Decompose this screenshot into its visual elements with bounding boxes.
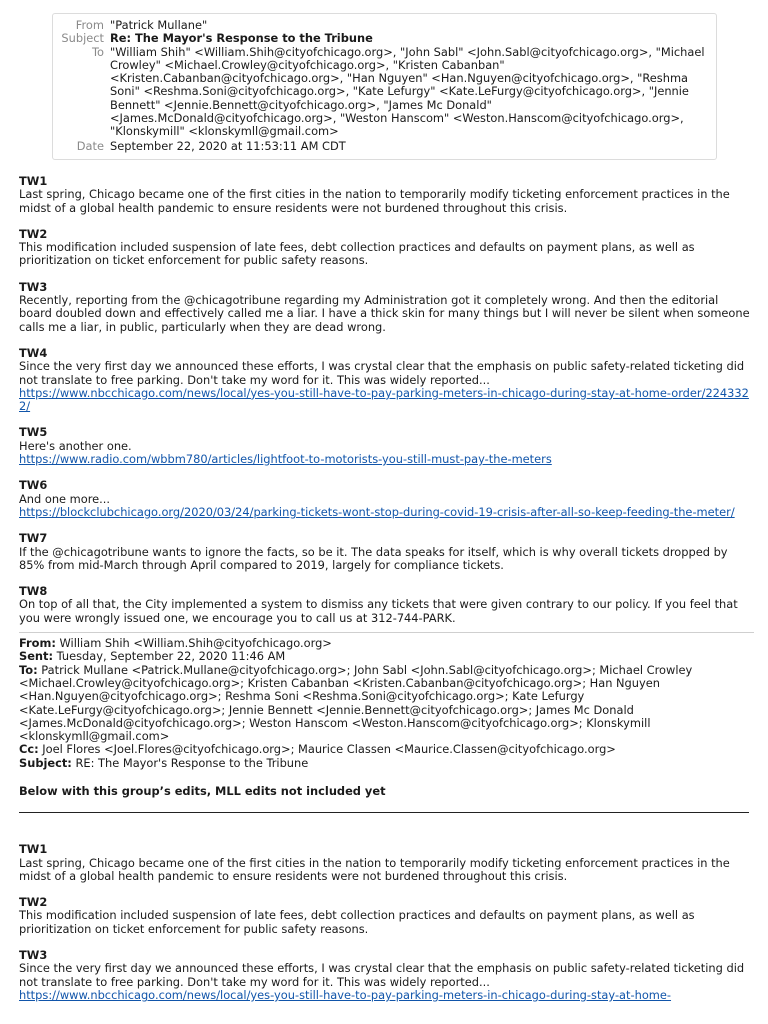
tweet-label: TW7 [19, 531, 48, 546]
tweet-label: TW3 [19, 948, 48, 963]
tweet-block [19, 175, 754, 215]
tweet-label: TW2 [19, 895, 48, 910]
tweet-text: Last spring, Chicago became one of the first cities in the nation to temporarily modify ticketing enforcement practices in the midst of a global health pandemic to ensure residents were not burdened throughout this crisis. [19, 187, 730, 215]
header-date-value: September 22, 2020 at 11:53:11 AM CDT [110, 138, 346, 153]
fwd-cc-label: Cc: [19, 742, 39, 757]
tweet-label: TW8 [19, 584, 48, 599]
fwd-subject [19, 757, 754, 770]
tweet-text: On top of all that, the City implemented a system to dismiss any tickets that were given contrary to our policy. If you feel that you were wrongly issued one, we encourage you to call us at 312-744-PARK. [19, 597, 738, 625]
tweet-label: TW1 [19, 842, 48, 857]
tweet-block [19, 585, 754, 625]
fwd-to-value: Patrick Mullane <Patrick.Mullane@cityofchicago.org>; John Sabl <John.Sabl@cityofchicago.org>; Michael Crowley <Michael.Crowley@cityofchicago.org>; Kristen Cabanban <Kristen.Cabanban@cityofchicago.org>; Han Nguyen <Han.Nguyen@cityofchicago.org>; Reshma Soni <Reshma.Soni@cityofchicago.org>; Kate Lefurgy <Kate.LeFurgy@cityofchicago.org>; Jennie Bennett <Jennie.Bennett@cityofchicago.org>; James Mc Donald <James.McDonald@cityofchicago.org>; Weston Hanscom <Weston.Hanscom@cityofchicago.org>; Klonskymill <klonskymll@gmail.com> [19, 662, 693, 744]
header-to-label: To [92, 44, 104, 59]
nbc-article-link[interactable]: https://www.nbcchicago.com/news/local/yes-you-still-have-to-pay-parking-meters-in-chicago-during-stay-at-home-order/2243322/ [19, 385, 749, 414]
fwd-from-value: William Shih <William.Shih@cityofchicago.org> [59, 636, 332, 651]
tweet-label: TW6 [19, 478, 48, 493]
fwd-sent-value: Tuesday, September 22, 2020 11:46 AM [56, 649, 286, 664]
email-header [52, 13, 717, 160]
tweet-text: If the @chicagotribune wants to ignore the facts, so be it. The data speaks for itself, which is why overall tickets dropped by 85% from mid-March through April compared to 2019, largely for compliance tickets. [19, 544, 728, 572]
fwd-to-label: To: [19, 662, 38, 677]
fwd-to [19, 664, 754, 744]
tweet-block [19, 281, 754, 334]
radio-article-link[interactable]: https://www.radio.com/wbbm780/articles/lightfoot-to-motorists-you-still-must-pay-the-meters [19, 452, 552, 467]
tweet-text: Recently, reporting from the @chicagotribune regarding my Administration got it completely wrong. And then the editorial board doubled down and effectively called me a liar. I have a thick skin for many things but I will never be silent when someone calls me a liar, in public, particularly when they are dead wrong. [19, 293, 750, 334]
nbc-article-link[interactable]: https://www.nbcchicago.com/news/local/yes-you-still-have-to-pay-parking-meters-in-chicago-during-stay-at-home- [19, 987, 672, 1002]
tweet-label: TW4 [19, 345, 48, 360]
tweet-block [19, 843, 754, 883]
tweet-text: Since the very first day we announced these efforts, I was crystal clear that the emphasis on public safety-related ticketing did not translate to free parking. Don't take my word for it. This was widely reported... [19, 359, 745, 387]
header-date-row [53, 140, 716, 153]
header-from-label: From [75, 18, 104, 32]
fwd-cc-value: Joel Flores <Joel.Flores@cityofchicago.org>; Maurice Classen <Maurice.Classen@cityofchicago.org> [42, 742, 616, 757]
tweet-text: This modification included suspension of late fees, debt collection practices and defaults on payment plans, as well as prioritization on ticket enforcement for public safety reasons. [19, 908, 695, 936]
header-from-row [53, 19, 716, 32]
tweet-block [19, 896, 754, 936]
tweet-block [19, 228, 754, 268]
fwd-subject-label: Subject: [19, 755, 72, 770]
tweet-block [19, 949, 754, 1002]
header-date-label: Date [76, 138, 104, 153]
fwd-subject-value: RE: The Mayor's Response to the Tribune [75, 755, 309, 770]
tweet-text: This modification included suspension of late fees, debt collection practices and defaults on payment plans, as well as prioritization on ticket enforcement for public safety reasons. [19, 240, 695, 268]
tweet-block [19, 479, 754, 519]
forwarded-header [19, 632, 754, 798]
blockclub-article-link[interactable]: https://blockclubchicago.org/2020/03/24/parking-tickets-wont-stop-during-covid-19-crisis-after-all-so-keep-feeding-the-meter/ [19, 504, 735, 519]
header-subject-row [53, 32, 716, 45]
tweet-block [19, 532, 754, 572]
tweet-text: Here's another one. [19, 438, 132, 453]
email-body [19, 175, 754, 1015]
tweet-block [19, 347, 754, 413]
tweet-text: Since the very first day we announced these efforts, I was crystal clear that the emphasis on public safety-related ticketing did not translate to free parking. Don't take my word for it. This was widely reported... [19, 961, 745, 989]
tweet-text: And one more... [19, 491, 111, 506]
tweet-label: TW2 [19, 226, 48, 241]
tweet-label: TW5 [19, 425, 48, 440]
fwd-sent-label: Sent: [19, 649, 54, 664]
header-subject-value: Re: The Mayor's Response to the Tribune [110, 31, 373, 46]
fwd-from-label: From: [19, 636, 56, 651]
edits-note: Below with this group’s edits, MLL edits not included yet [19, 783, 386, 798]
header-from-value[interactable]: "Patrick Mullane" [110, 18, 208, 32]
fwd-cc [19, 743, 754, 756]
tweet-label: TW3 [19, 279, 48, 294]
fwd-from [19, 637, 754, 650]
tweet-text: Last spring, Chicago became one of the first cities in the nation to temporarily modify ticketing enforcement practices in the midst of a global health pandemic to ensure residents were not burdened throughout this crisis. [19, 855, 730, 883]
header-to-row [53, 46, 716, 139]
header-subject-label: Subject [61, 31, 104, 46]
tweet-block [19, 426, 754, 466]
section-divider [19, 812, 749, 813]
fwd-sent [19, 650, 754, 663]
tweet-label: TW1 [19, 174, 48, 188]
header-to-value[interactable]: "William Shih" <William.Shih@cityofchicago.org>, "John Sabl" <John.Sabl@cityofchicago.org>, "Michael Crowley" <Michael.Crowley@cityofchicago.org>, "Kristen Cabanban" <Kristen.Cabanban@cityofchicago.org>, "Han Nguyen" <Han.Nguyen@cityofchicago.org>, "Reshma Soni" <Reshma.Soni@cityofchicago.org>, "Kate Lefurgy" <Kate.LeFurgy@cityofchicago.org>, "Jennie Bennett" <Jennie.Bennett@cityofchicago.org>, "James Mc Donald" <James.McDonald@cityofchicago.org>, "Weston Hanscom" <Weston.Hanscom@cityofchicago.org>, "Klonskymill" <klonskymll@gmail.com> [110, 44, 705, 139]
